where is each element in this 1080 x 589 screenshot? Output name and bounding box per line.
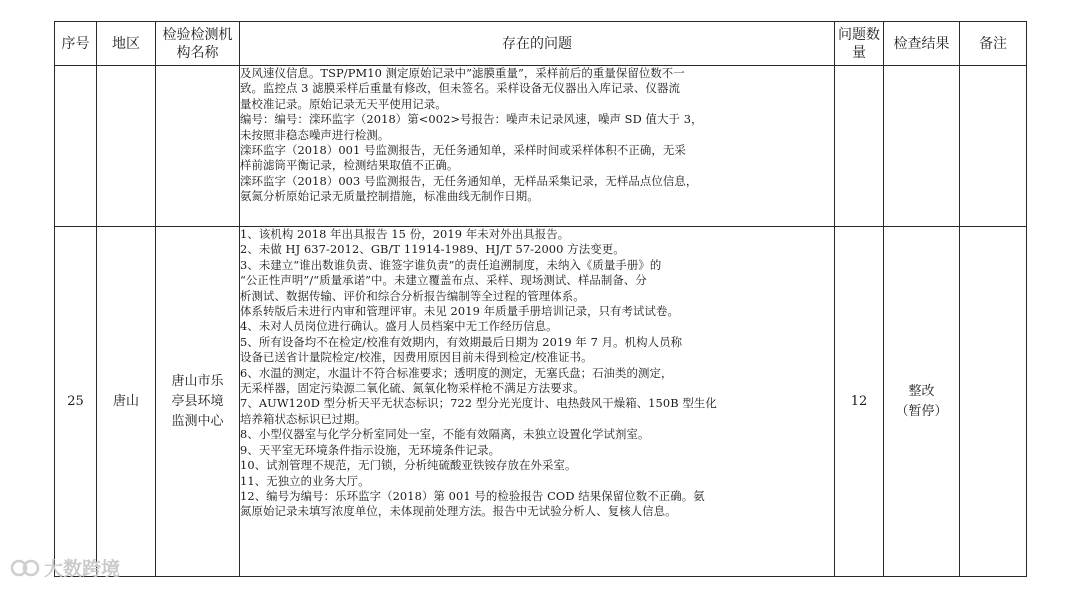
issue-line: 无采样器，固定污染源二氧化硫、氮氧化物采样枪不满足方法要求。 [240,381,585,396]
header-result: 检查结果 [884,22,960,66]
header-notes: 备注 [960,22,1027,66]
row1-seq [55,66,97,227]
issue-line: 9、天平室无环境条件指示设施，无环境条件记录。 [240,442,501,457]
row2-issues [240,227,835,577]
result-line: 整改 [908,383,935,399]
issue-line: 2、未做 HJ 637-2012、GB/T 11914-1989、HJ/T 57-2000 方法变更。 [240,242,625,257]
header-count: 问题数量 [835,22,884,66]
row1-result [884,66,960,227]
row2-org [156,227,240,577]
issue-line: 5、所有设备均不在检定/校准有效期内，有效期最后日期为 2019 年 7 月。机构人员称 [240,334,683,349]
row1-count [835,66,884,227]
issue-line: 11、无独立的业务大厅。 [240,473,370,488]
issue-line: 3、未建立“谁出数谁负责、谁签字谁负责”的责任追溯制度，未纳入《质量手册》的 [240,257,662,272]
issue-line: 量校准记录。原始记录无天平使用记录。 [240,96,447,111]
watermark [10,554,120,581]
header-issues: 存在的问题 [240,22,835,66]
inspection-table [54,21,1027,577]
header-org: 检验检测机构名称 [156,22,240,66]
issue-line: 编号：编号：滦环监字（2018）第<002>号报告：噪声未记录风速，噪声 SD 值大于 3， [240,112,703,127]
issue-line: 样前滤筒平衡记录，检测结果取值不正确。 [240,158,459,173]
row1-org [156,66,240,227]
result-line: （暂停） [895,403,948,419]
row2-notes [960,227,1027,577]
issue-line: 致。监控点 3 滤膜采样后重量有修改，但未签名。采样设备无仪器出入库记录、仪器流 [240,81,680,96]
header-row [55,22,1027,66]
issue-line: 体系转版后未进行内审和管理评审。未见 2019 年质量手册培训记录，只有考试试卷。 [240,304,680,319]
issue-line: 及风速仪信息。TSP/PM10 测定原始记录中”滤膜重量”，采样前后的重量保留位数不一 [240,66,685,80]
issue-line: 析测试、数据传输、评价和综合分析报告编制等全过程的管理体系。 [240,288,585,303]
watermark-logo-icon [10,556,40,580]
issue-line: 氨氮分析原始记录无质量控制措施，标准曲线无制作日期。 [240,189,539,204]
issue-line: 氮原始记录未填写浓度单位，未体现前处理方法。报告中无试验分析人、复核人信息。 [240,504,677,519]
row1-notes [960,66,1027,227]
issue-line: 滦环监字（2018）003 号监测报告，无任务通知单，无样品采集记录，无样品点位信息， [240,173,698,188]
issue-line: “公正性声明”/“质量承诺”中。未建立覆盖布点、采样、现场测试、样品制备、分 [240,273,647,288]
issue-line: 10、试剂管理不规范，无门锁，分析纯硫酸亚铁铵存放在外采室。 [240,458,577,473]
issue-line: 滦环监字（2018）001 号监测报告，无任务通知单，采样时间或采样体积不正确，无采 [240,143,686,158]
header-region: 地区 [97,22,156,66]
issue-line: 未按照非稳态噪声进行检测。 [240,127,390,142]
org-line: 亭县环境 [171,393,224,409]
table-row [55,227,1027,577]
issue-line: 6、水温的测定，水温计不符合标准要求；透明度的测定，无塞氏盘；石油类的测定， [240,365,673,380]
issue-line: 7、AUW120D 型分析天平无状态标识；722 型分光光度计、电热鼓风干燥箱、150B 型生化 [240,396,717,411]
row2-result [884,227,960,577]
issue-line: 4、未对人员岗位进行确认。盛月人员档案中无工作经历信息。 [240,319,558,334]
org-line: 唐山市乐 [171,373,224,389]
issue-line: 1、该机构 2018 年出具报告 15 份，2019 年未对外出具报告。 [240,227,570,241]
issue-line: 12、编号为编号：乐环监字（2018）第 001 号的检验报告 COD 结果保留位数不正确。氨 [240,488,705,503]
table-row [55,66,1027,227]
header-seq: 序号 [55,22,97,66]
issue-line: 设备已送省计量院检定/校准，因费用原因目前未得到检定/校准证书。 [240,350,593,365]
org-line: 监测中心 [171,413,224,429]
row1-issues [240,66,835,227]
row2-seq: 25 [55,227,97,577]
row1-region [97,66,156,227]
row2-count: 12 [835,227,884,577]
issue-line: 8、小型仪器室与化学分析室同处一室，不能有效隔离，未独立设置化学试剂室。 [240,427,650,442]
watermark-text: 大数跨境 [44,558,121,580]
row2-region: 唐山 [97,227,156,577]
issue-line: 培养箱状态标识已过期。 [240,411,367,426]
